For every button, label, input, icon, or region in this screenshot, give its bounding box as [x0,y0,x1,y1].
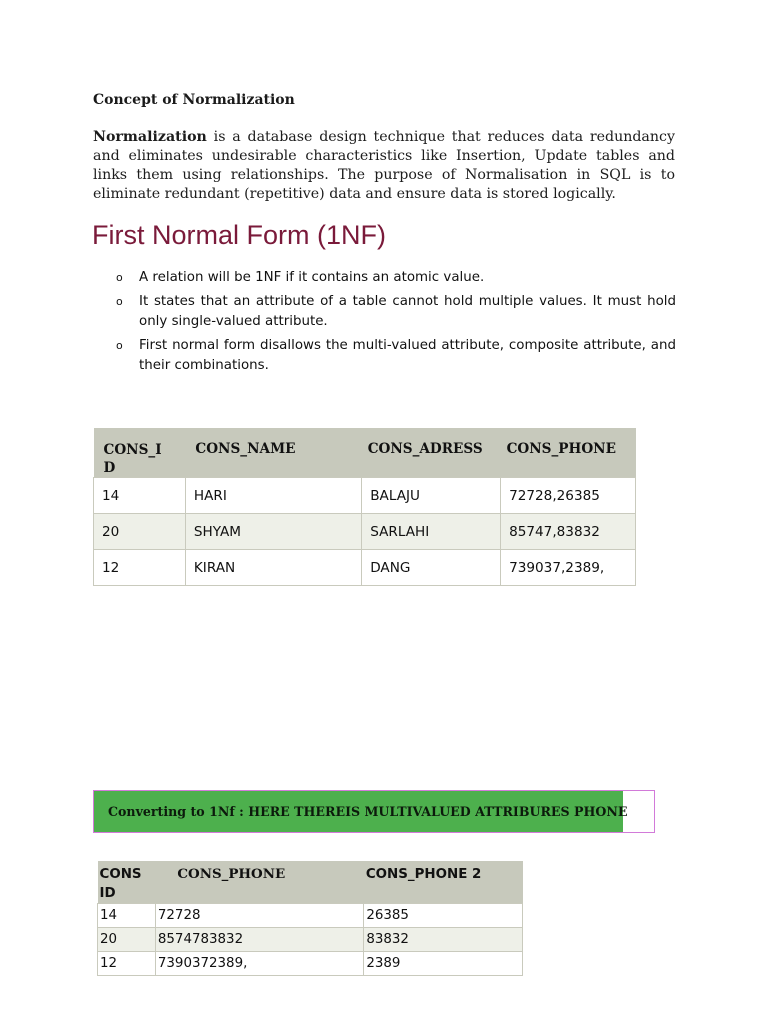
intro-text: is a database design technique that reduces data redundancy and eliminates undesirable characteristics like Insertion, Update tables and links them using relationships. The purpose of Normalisation in SQL is to eliminate redundant (repetitive) data and ensure data is stored logically. [93,129,675,202]
table-cell: DANG [362,550,501,586]
bullet-list [116,268,676,380]
table-cell: 12 [94,550,186,586]
table-cell: HARI [185,478,361,514]
column-header: CONS_PHONE [155,861,363,904]
table-row [98,952,523,976]
table-cell: 739037,2389, [501,550,636,586]
heading-1nf: First Normal Form (1NF) [92,220,386,250]
column-header: CONS_ADRESS [362,428,501,478]
bullet-marker-icon: o [116,271,123,284]
table-cell: SARLAHI [362,514,501,550]
table-cell: 12 [98,952,156,976]
bullet-text: A relation will be 1NF if it contains an atomic value. [139,270,485,285]
phone-table [97,861,523,976]
bullet-marker-icon: o [116,295,123,308]
table-cell: 14 [94,478,186,514]
bullet-marker-icon: o [116,339,123,352]
table-cell: 72728,26385 [501,478,636,514]
bullet-text: It states that an attribute of a table cannot hold multiple values. It must hold only single-valued attribute. [139,294,676,329]
table-cell: 83832 [364,928,523,952]
table-row [94,514,636,550]
table-cell: 7390372389, [155,952,363,976]
table-cell: BALAJU [362,478,501,514]
table-cell: 26385 [364,904,523,928]
table-row [98,928,523,952]
column-header: CONS_NAME [185,428,361,478]
column-header: CONS ID [98,861,156,904]
table-cell: 85747,83832 [501,514,636,550]
bullet-text: First normal form disallows the multi-valued attribute, composite attribute, and their combinations. [139,338,676,373]
table-cell: 8574783832 [155,928,363,952]
table-header-row [94,428,636,478]
banner-text: Converting to 1Nf : HERE THEREIS MULTIVALUED ATTRIBURES PHONE [108,804,628,819]
intro-term: Normalization [93,129,207,145]
table-cell: KIRAN [185,550,361,586]
table-row [98,904,523,928]
column-header: CONS_PHONE [501,428,636,478]
table-cell: 20 [94,514,186,550]
table-cell: 72728 [155,904,363,928]
table-cell: SHYAM [185,514,361,550]
column-header: CONS_I D [94,428,186,478]
section-title: Concept of Normalization [93,92,295,108]
table-cell: 2389 [364,952,523,976]
table-cell: 14 [98,904,156,928]
column-header: CONS_PHONE 2 [364,861,523,904]
list-item [116,268,676,288]
consumer-table [93,428,636,586]
table-header-row [98,861,523,904]
list-item [116,336,676,376]
table-row [94,478,636,514]
table-cell: 20 [98,928,156,952]
list-item [116,292,676,332]
table-row [94,550,636,586]
intro-paragraph [93,128,675,204]
